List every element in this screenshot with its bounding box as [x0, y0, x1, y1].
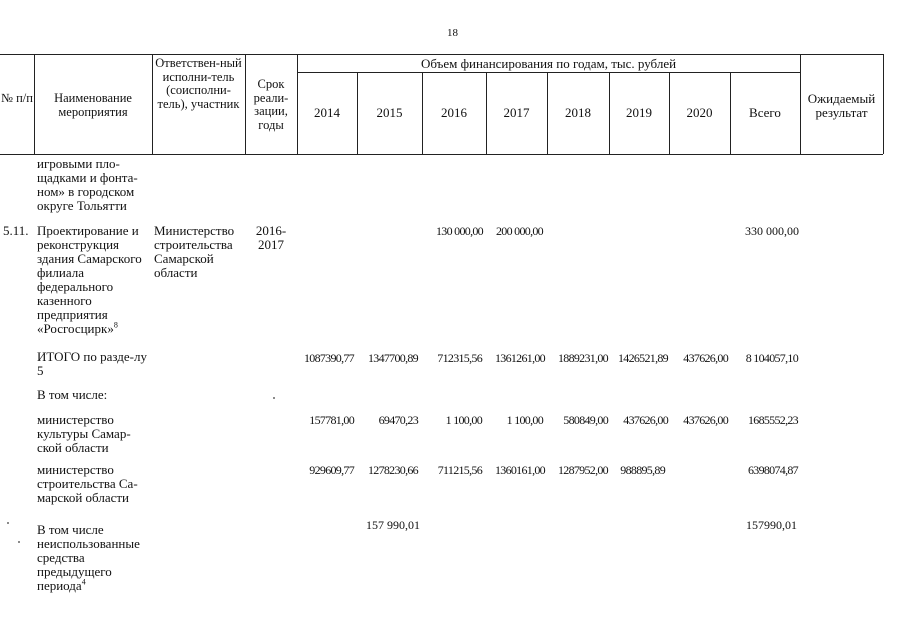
header-year-2015: 2015	[376, 105, 403, 120]
table-top-border	[0, 54, 883, 55]
header-finance: Объем финансирования по годам, тыс. рублей	[420, 56, 677, 71]
cell-2017: 1 100,00	[506, 413, 543, 427]
row-name	[37, 224, 155, 336]
row-number: 5.11.	[3, 223, 29, 238]
row-term: 2016-2017	[255, 223, 287, 252]
cell-2015: 157 990,01	[366, 518, 420, 532]
cell-2019: 437626,00	[623, 413, 668, 427]
cell-2016: 712315,56	[437, 351, 482, 365]
cell-2014: 157781,00	[309, 413, 354, 427]
cell-2020: 437626,00	[683, 351, 728, 365]
header-year-2019: 2019	[626, 105, 652, 120]
cell-2015: 69470,23	[378, 413, 418, 427]
header-year-2020: 2020	[686, 105, 713, 120]
header-year-2017: 2017	[503, 105, 530, 120]
row-name	[37, 523, 153, 593]
col-divider	[152, 54, 153, 154]
footnote-mark: 4	[81, 577, 86, 587]
cell-2016: 130 000,00	[435, 224, 483, 238]
col-divider	[34, 54, 35, 154]
cell-2015: 1347700,89	[367, 351, 418, 365]
col-divider	[245, 54, 246, 154]
header-num: № п/п	[1, 91, 33, 105]
row-responsible: Министерство строительства Самарской области	[154, 223, 235, 280]
cell-2019: 1426521,89	[617, 351, 668, 365]
cell-2015: 1278230,66	[367, 463, 418, 477]
header-year-2018: 2018	[565, 105, 591, 120]
cell-2017: 200 000,00	[495, 224, 543, 238]
cell-total: 6398074,87	[747, 463, 798, 477]
header-term: Срок реали-зации, годы	[253, 77, 289, 132]
header-name: Наименование мероприятия	[54, 91, 132, 119]
row-name: министерство строительства Са-марской области	[37, 462, 138, 505]
continued-name: игровыми пло-щадками и фонта-ном» в городском округе Тольятти	[37, 156, 138, 213]
header-responsible: Ответствен-ный исполни-тель (соисполни-тель), участник	[155, 56, 242, 111]
finance-header-divider	[297, 72, 800, 73]
cell-2019: 988895,89	[620, 463, 665, 477]
cell-2014: 1087390,77	[303, 351, 354, 365]
cell-2018: 1287952,00	[557, 463, 608, 477]
header-bottom-border	[0, 154, 883, 155]
row-name: В том числе:	[37, 387, 108, 402]
row-name-text: В том числе неиспользованные средства предыдущего периода	[37, 522, 140, 593]
footnote-mark: 8	[113, 320, 118, 330]
scan-speck	[7, 522, 9, 524]
header-result: Ожидаемый результат	[807, 91, 876, 120]
row-name: министерство культуры Самар-ской области	[37, 412, 131, 455]
row-name-text: Проектирование и реконструкция здания Самарского филиала федерального казенного предприятия «Росгосцирк»	[37, 223, 142, 336]
cell-2016: 711215,56	[437, 463, 482, 477]
header-year-2014: 2014	[314, 105, 340, 120]
cell-2017: 1360161,00	[494, 463, 545, 477]
scan-speck	[18, 541, 20, 543]
cell-total: 1685552,23	[747, 413, 798, 427]
scan-speck	[273, 397, 275, 399]
row-name: ИТОГО по разде-лу 5	[37, 349, 147, 378]
header-year-2016: 2016	[441, 105, 467, 120]
cell-total: 8 104057,10	[745, 351, 798, 365]
cell-total: 157990,01	[746, 518, 797, 532]
cell-total: 330 000,00	[745, 224, 799, 238]
col-divider	[883, 54, 884, 154]
cell-2016: 1 100,00	[445, 413, 482, 427]
page-number: 18	[447, 27, 458, 39]
cell-2018: 580849,00	[563, 413, 608, 427]
cell-2017: 1361261,00	[494, 351, 545, 365]
header-total: Всего	[749, 105, 781, 120]
cell-2020: 437626,00	[683, 413, 728, 427]
cell-2014: 929609,77	[309, 463, 354, 477]
cell-2018: 1889231,00	[557, 351, 608, 365]
